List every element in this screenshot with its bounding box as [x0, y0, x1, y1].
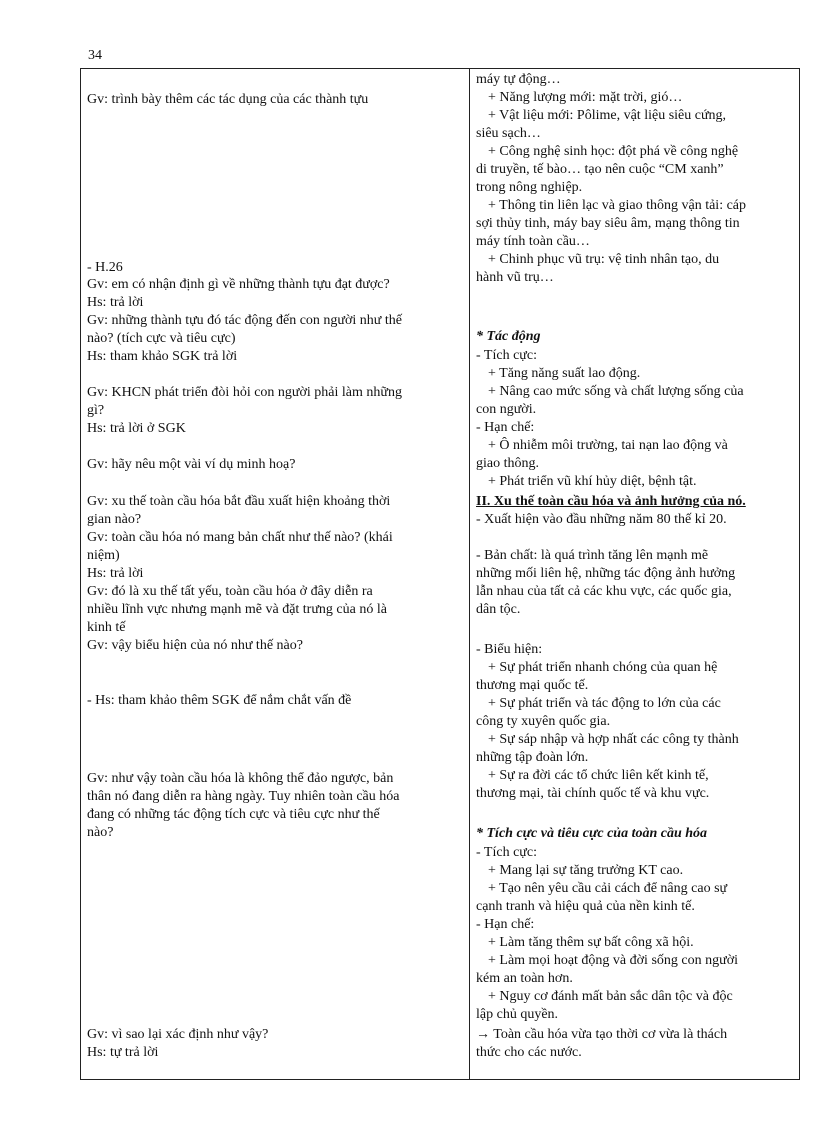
right-text-line: * Tác động: [476, 329, 541, 344]
left-text-line: đang có những tác động tích cực và tiêu cực như thế: [87, 807, 380, 822]
teacher-student-activity-column: [81, 69, 469, 1079]
right-text-line: + Sự phát triển và tác động to lớn của các: [488, 696, 721, 711]
right-text-line: + Nguy cơ đánh mất bản sắc dân tộc và độc: [488, 989, 733, 1004]
right-text-line: - Tích cực:: [476, 845, 537, 860]
left-text-line: Hs: trả lời ở SGK: [87, 421, 186, 436]
right-text-line: trong nông nghiệp.: [476, 180, 583, 195]
right-text-line: lập chủ quyền.: [476, 1007, 559, 1022]
right-text-line: - Tích cực:: [476, 348, 537, 363]
right-text-line: - Biểu hiện:: [476, 642, 543, 657]
left-text-line: Gv: xu thế toàn cầu hóa bắt đầu xuất hiện khoảng thời: [87, 494, 391, 509]
left-text-line: Gv: vậy biểu hiện của nó như thế nào?: [87, 638, 303, 653]
page-number: 34: [88, 48, 102, 63]
right-text-line: - Xuất hiện vào đầu những năm 80 thế kỉ 20.: [476, 512, 727, 527]
left-text-line: Hs: tự trả lời: [87, 1045, 159, 1060]
right-text-line: máy tính toàn cầu…: [476, 234, 590, 249]
right-text-line: di truyền, tế bào… tạo nên cuộc “CM xanh”: [476, 162, 724, 177]
left-text-line: thân nó đang diễn ra hàng ngày. Tuy nhiên toàn cầu hóa: [87, 789, 400, 804]
left-text-line: Gv: em có nhận định gì về những thành tựu đạt được?: [87, 277, 390, 292]
right-text-line: những mối liên hệ, những tác động ảnh hưởng: [476, 566, 736, 581]
right-text-line: + Công nghệ sinh học: đột phá về công nghệ: [488, 144, 739, 159]
right-text-line: hành vũ trụ…: [476, 270, 554, 285]
right-text-line: giao thông.: [476, 456, 539, 471]
left-text-line: nào? (tích cực và tiêu cực): [87, 331, 236, 346]
right-text-line: + Tạo nên yêu cầu cải cách để nâng cao sự: [488, 881, 728, 896]
left-text-line: Gv: đó là xu thế tất yếu, toàn cầu hóa ở đây diễn ra: [87, 584, 373, 599]
right-text-line: + Làm tăng thêm sự bất công xã hội.: [488, 935, 694, 950]
right-text-line: công ty xuyên quốc gia.: [476, 714, 611, 729]
right-text-line: + Chinh phục vũ trụ: vệ tinh nhân tạo, du: [488, 252, 720, 267]
lesson-content-column: [470, 69, 801, 1079]
left-text-line: niệm): [87, 548, 120, 563]
left-text-line: Hs: trả lời: [87, 295, 144, 310]
right-text-line: + Năng lượng mới: mặt trời, gió…: [488, 90, 683, 105]
left-text-line: Gv: trình bày thêm các tác dụng của các thành tựu: [87, 92, 369, 107]
left-text-line: Gv: hãy nêu một vài ví dụ minh hoạ?: [87, 457, 296, 472]
left-text-line: Hs: tham khảo SGK trả lời: [87, 349, 238, 364]
right-text-line: thức cho các nước.: [476, 1045, 582, 1060]
left-text-line: Gv: toàn cầu hóa nó mang bản chất như thế nào? (khái: [87, 530, 393, 545]
lesson-table: [80, 68, 800, 1080]
right-text-line: sợi thủy tinh, máy bay siêu âm, mạng thông tin: [476, 216, 740, 231]
left-text-line: Hs: trả lời: [87, 566, 144, 581]
right-text-line: + Mang lại sự tăng trưởng KT cao.: [488, 863, 684, 878]
right-text-line: + Sự ra đời các tổ chức liên kết kinh tế,: [488, 768, 709, 783]
right-text-line: thương mại quốc tế.: [476, 678, 589, 693]
left-text-line: Gv: những thành tựu đó tác động đến con người như thế: [87, 313, 402, 328]
right-text-line: cạnh tranh và hiệu quả của nền kinh tế.: [476, 899, 695, 914]
left-text-line: nào?: [87, 825, 114, 840]
left-text-line: Gv: KHCN phát triển đòi hỏi con người phải làm những: [87, 385, 402, 400]
right-text-line: dân tộc.: [476, 602, 521, 617]
right-text-line: con người.: [476, 402, 537, 417]
left-text-line: - H.26: [87, 260, 123, 275]
left-text-line: - Hs: tham khảo thêm SGK để nắm chắt vấn đề: [87, 693, 352, 708]
right-text-line: lẫn nhau của tất cả các khu vực, các quốc gia,: [476, 584, 732, 599]
left-text-line: kinh tế: [87, 620, 126, 635]
right-text-line: + Sự phát triển nhanh chóng của quan hệ: [488, 660, 718, 675]
right-text-line: + Thông tin liên lạc và giao thông vận tải: cáp: [488, 198, 747, 213]
left-text-line: nhiều lĩnh vực nhưng mạnh mẽ và đặt trưng của nó là: [87, 602, 387, 617]
left-text-line: gì?: [87, 403, 105, 418]
right-text-line: + Tăng năng suất lao động.: [488, 366, 641, 381]
right-text-line: + Sự sáp nhập và hợp nhất các công ty thành: [488, 732, 739, 747]
left-text-line: Gv: vì sao lại xác định như vậy?: [87, 1027, 269, 1042]
right-text-line: máy tự động…: [476, 72, 561, 87]
right-text-line: → Toàn cầu hóa vừa tạo thời cơ vừa là thách: [476, 1027, 728, 1042]
right-text-line: + Phát triển vũ khí hủy diệt, bệnh tật.: [488, 474, 697, 489]
right-text-line: II. Xu thế toàn cầu hóa và ảnh hưởng của nó.: [476, 494, 746, 509]
right-text-line: + Ô nhiễm môi trường, tai nạn lao động và: [488, 438, 728, 453]
right-text-line: siêu sạch…: [476, 126, 541, 141]
right-text-line: + Làm mọi hoạt động và đời sống con người: [488, 953, 738, 968]
right-text-line: - Hạn chế:: [476, 917, 535, 932]
right-text-line: những tập đoàn lớn.: [476, 750, 589, 765]
right-text-line: - Hạn chế:: [476, 420, 535, 435]
left-text-line: gian nào?: [87, 512, 142, 527]
right-text-line: * Tích cực và tiêu cực của toàn cầu hóa: [476, 826, 708, 841]
right-text-line: kém an toàn hơn.: [476, 971, 573, 986]
right-text-line: - Bản chất: là quá trình tăng lên mạnh mẽ: [476, 548, 709, 563]
right-text-line: + Vật liệu mới: Pôlime, vật liệu siêu cứng,: [488, 108, 727, 123]
right-text-line: + Nâng cao mức sống và chất lượng sống của: [488, 384, 744, 399]
left-text-line: Gv: như vậy toàn cầu hóa là không thể đảo ngược, bản: [87, 771, 394, 786]
right-text-line: thương mại, tài chính quốc tế và khu vực.: [476, 786, 710, 801]
